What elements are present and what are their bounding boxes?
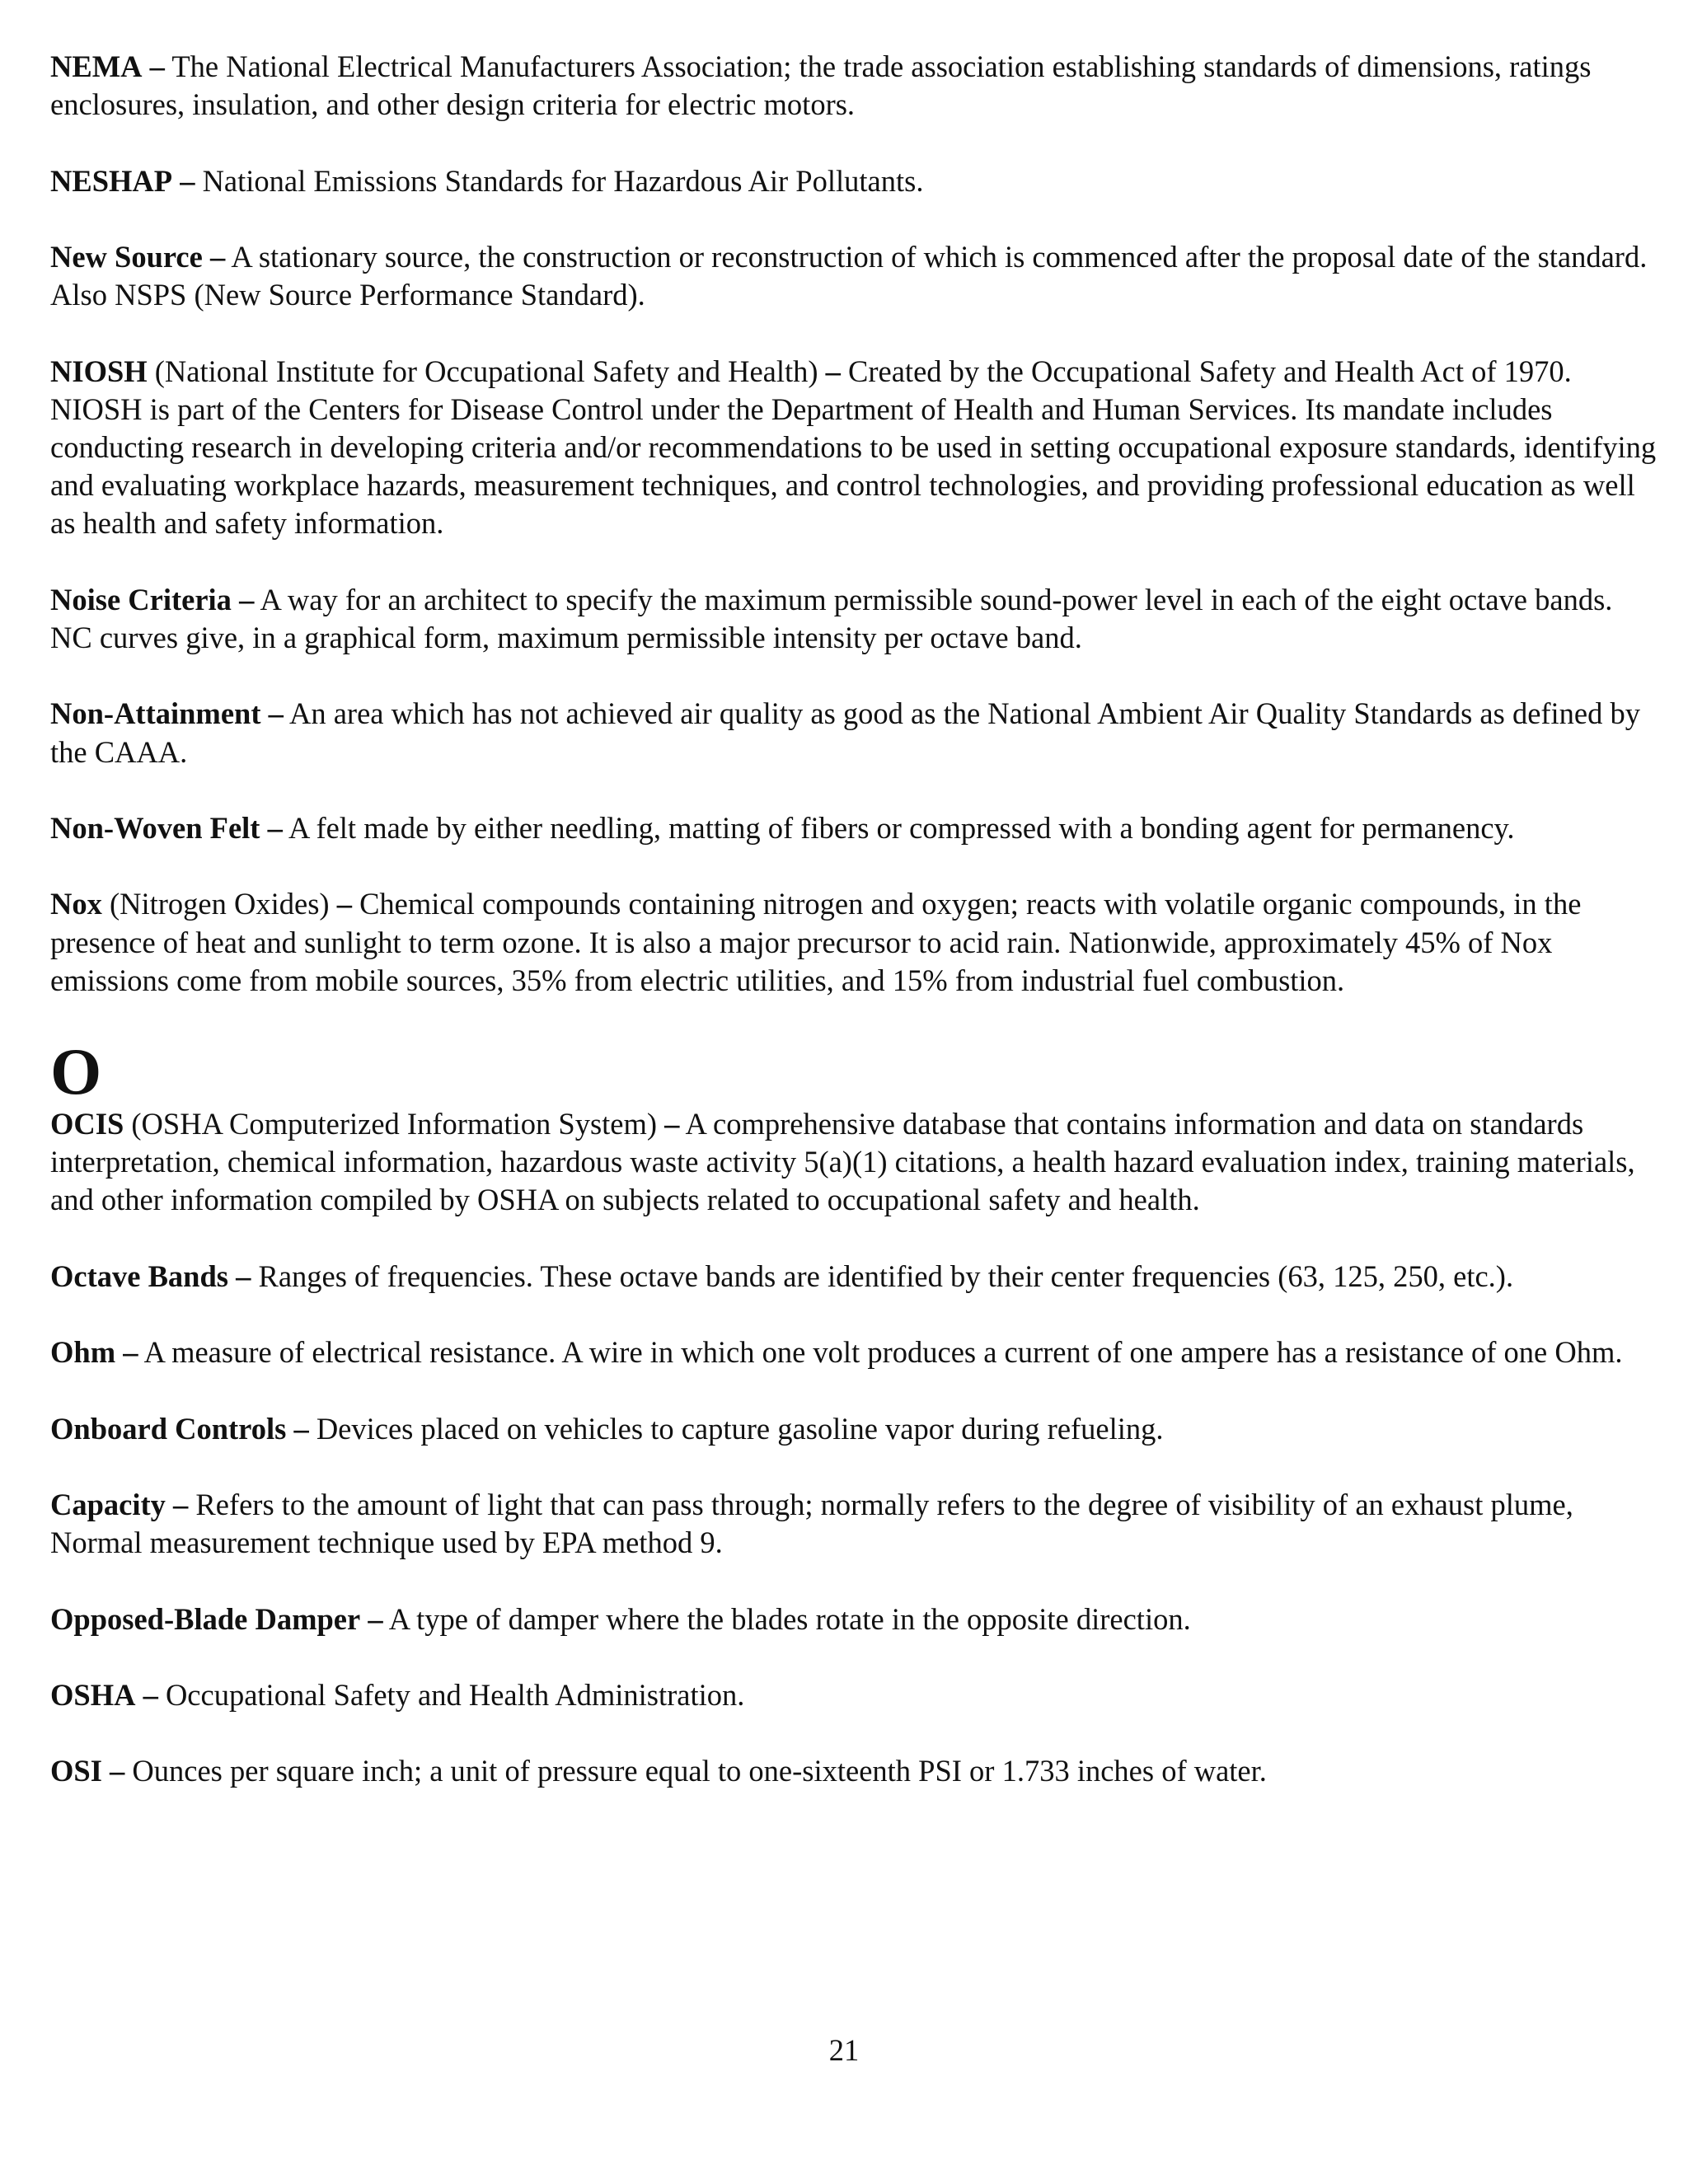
- definition: An area which has not achieved air quality as good as the National Ambient Air Quality Standards as defined by the CAAA.: [50, 696, 1641, 769]
- separator: –: [293, 1411, 309, 1446]
- definition: A type of damper where the blades rotate in the opposite direction.: [388, 1601, 1191, 1636]
- glossary-entry-non-woven-felt: [50, 809, 1658, 847]
- glossary-entry-nox: [50, 885, 1658, 1000]
- definition: Created by the Occupational Safety and Health Act of 1970. NIOSH is part of the Centers for Disease Control under the Department of Health and Human Services. Its mandate includes conducting research in developing criteria and/or recommendations to be used in setting occupational exposure standards, identifying and evaluating workplace hazards, measurement techniques, and control technologies, and providing professional education as well as health and safety information.: [50, 354, 1657, 541]
- definition: Devices placed on vehicles to capture gasoline vapor during refueling.: [316, 1411, 1164, 1446]
- separator: –: [825, 354, 841, 388]
- term-note: (Nitrogen Oxides): [109, 887, 330, 921]
- glossary-page: [50, 48, 1658, 1829]
- separator: –: [236, 1258, 251, 1293]
- separator: –: [336, 887, 352, 921]
- term: Non-Woven Felt: [50, 810, 260, 845]
- separator: –: [268, 696, 284, 731]
- glossary-entry-non-attainment: [50, 695, 1658, 771]
- definition: A comprehensive database that contains information and data on standards interpretation, chemical information, hazardous waste activity 5(a)(1) citations, a health hazard evaluation index, training materials, and other information compiled by OSHA on subjects related to occupational safety and health.: [50, 1106, 1635, 1217]
- term: Octave Bands: [50, 1258, 228, 1293]
- glossary-entry-neshap: [50, 162, 1658, 200]
- glossary-entry-ocis: [50, 1105, 1658, 1220]
- term: New Source: [50, 239, 203, 274]
- definition: Occupational Safety and Health Administration.: [165, 1677, 745, 1712]
- term-note: (OSHA Computerized Information System): [131, 1106, 658, 1141]
- term: Ohm: [50, 1335, 116, 1370]
- separator: –: [173, 1487, 189, 1521]
- term: Onboard Controls: [50, 1411, 287, 1446]
- term: Noise Criteria: [50, 582, 232, 616]
- separator: –: [123, 1335, 138, 1370]
- glossary-entry-noise-criteria: [50, 581, 1658, 657]
- glossary-entry-osha: [50, 1676, 1658, 1714]
- definition: A measure of electrical resistance. A wire in which one volt produces a current of one ampere has a resistance of one Ohm.: [143, 1335, 1623, 1370]
- section-letter-heading: O: [50, 1035, 102, 1108]
- glossary-entry-capacity: [50, 1486, 1658, 1562]
- definition: A way for an architect to specify the maximum permissible sound-power level in each of the eight octave bands. NC curves give, in a graphical form, maximum permissible intensity per octave band.: [50, 582, 1613, 654]
- glossary-entry-ohm: [50, 1333, 1658, 1371]
- term: OSHA: [50, 1677, 136, 1712]
- term: NEMA: [50, 49, 143, 83]
- separator: –: [368, 1601, 383, 1636]
- definition: A felt made by either needling, matting of fibers or compressed with a bonding agent for permanency.: [288, 810, 1515, 845]
- term: OCIS: [50, 1106, 124, 1141]
- glossary-entry-onboard-controls: [50, 1410, 1658, 1448]
- separator: –: [143, 1677, 158, 1712]
- glossary-entry-nema: [50, 48, 1658, 124]
- term-note: (National Institute for Occupational Safety and Health): [154, 354, 818, 388]
- definition: Ranges of frequencies. These octave bands are identified by their center frequencies (63, 125, 250, etc.).: [258, 1258, 1514, 1293]
- separator: –: [180, 163, 195, 198]
- term: Capacity: [50, 1487, 166, 1521]
- term: NIOSH: [50, 354, 148, 388]
- term: OSI: [50, 1754, 102, 1788]
- separator: –: [149, 49, 165, 83]
- glossary-entry-opposed-blade-damper: [50, 1601, 1658, 1638]
- glossary-entry-niosh: [50, 353, 1658, 543]
- separator: –: [110, 1754, 125, 1788]
- definition: Ounces per square inch; a unit of pressure equal to one-sixteenth PSI or 1.733 inches of water.: [132, 1754, 1267, 1788]
- definition: A stationary source, the construction or reconstruction of which is commenced after the proposal date of the standard. Also NSPS (New Source Performance Standard).: [50, 239, 1648, 312]
- definition: The National Electrical Manufacturers Association; the trade association establishing standards of dimensions, ratings enclosures, insulation, and other design criteria for electric motors.: [50, 49, 1592, 122]
- separator: –: [664, 1106, 680, 1141]
- separator: –: [267, 810, 283, 845]
- term: Nox: [50, 887, 102, 921]
- term: NESHAP: [50, 163, 173, 198]
- definition: Chemical compounds containing nitrogen and oxygen; reacts with volatile organic compounds, in the presence of heat and sunlight to term ozone. It is also a major precursor to acid rain. Nationwide, approximately 45% of Nox emissions come from mobile sources, 35% from electric utilities, and 15% from industrial fuel combustion.: [50, 887, 1582, 997]
- glossary-entry-new-source: [50, 238, 1658, 314]
- term: Non-Attainment: [50, 696, 261, 731]
- glossary-entry-octave-bands: [50, 1258, 1658, 1296]
- separator: –: [209, 239, 226, 274]
- definition: Refers to the amount of light that can pass through; normally refers to the degree of visibility of an exhaust plume, Normal measurement technique used by EPA method 9.: [50, 1487, 1573, 1560]
- page-number: 21: [828, 2033, 860, 2067]
- term: Opposed-Blade Damper: [50, 1601, 361, 1636]
- glossary-entry-osi: [50, 1752, 1658, 1790]
- definition: National Emissions Standards for Hazardous Air Pollutants.: [202, 163, 924, 198]
- separator: –: [239, 582, 255, 616]
